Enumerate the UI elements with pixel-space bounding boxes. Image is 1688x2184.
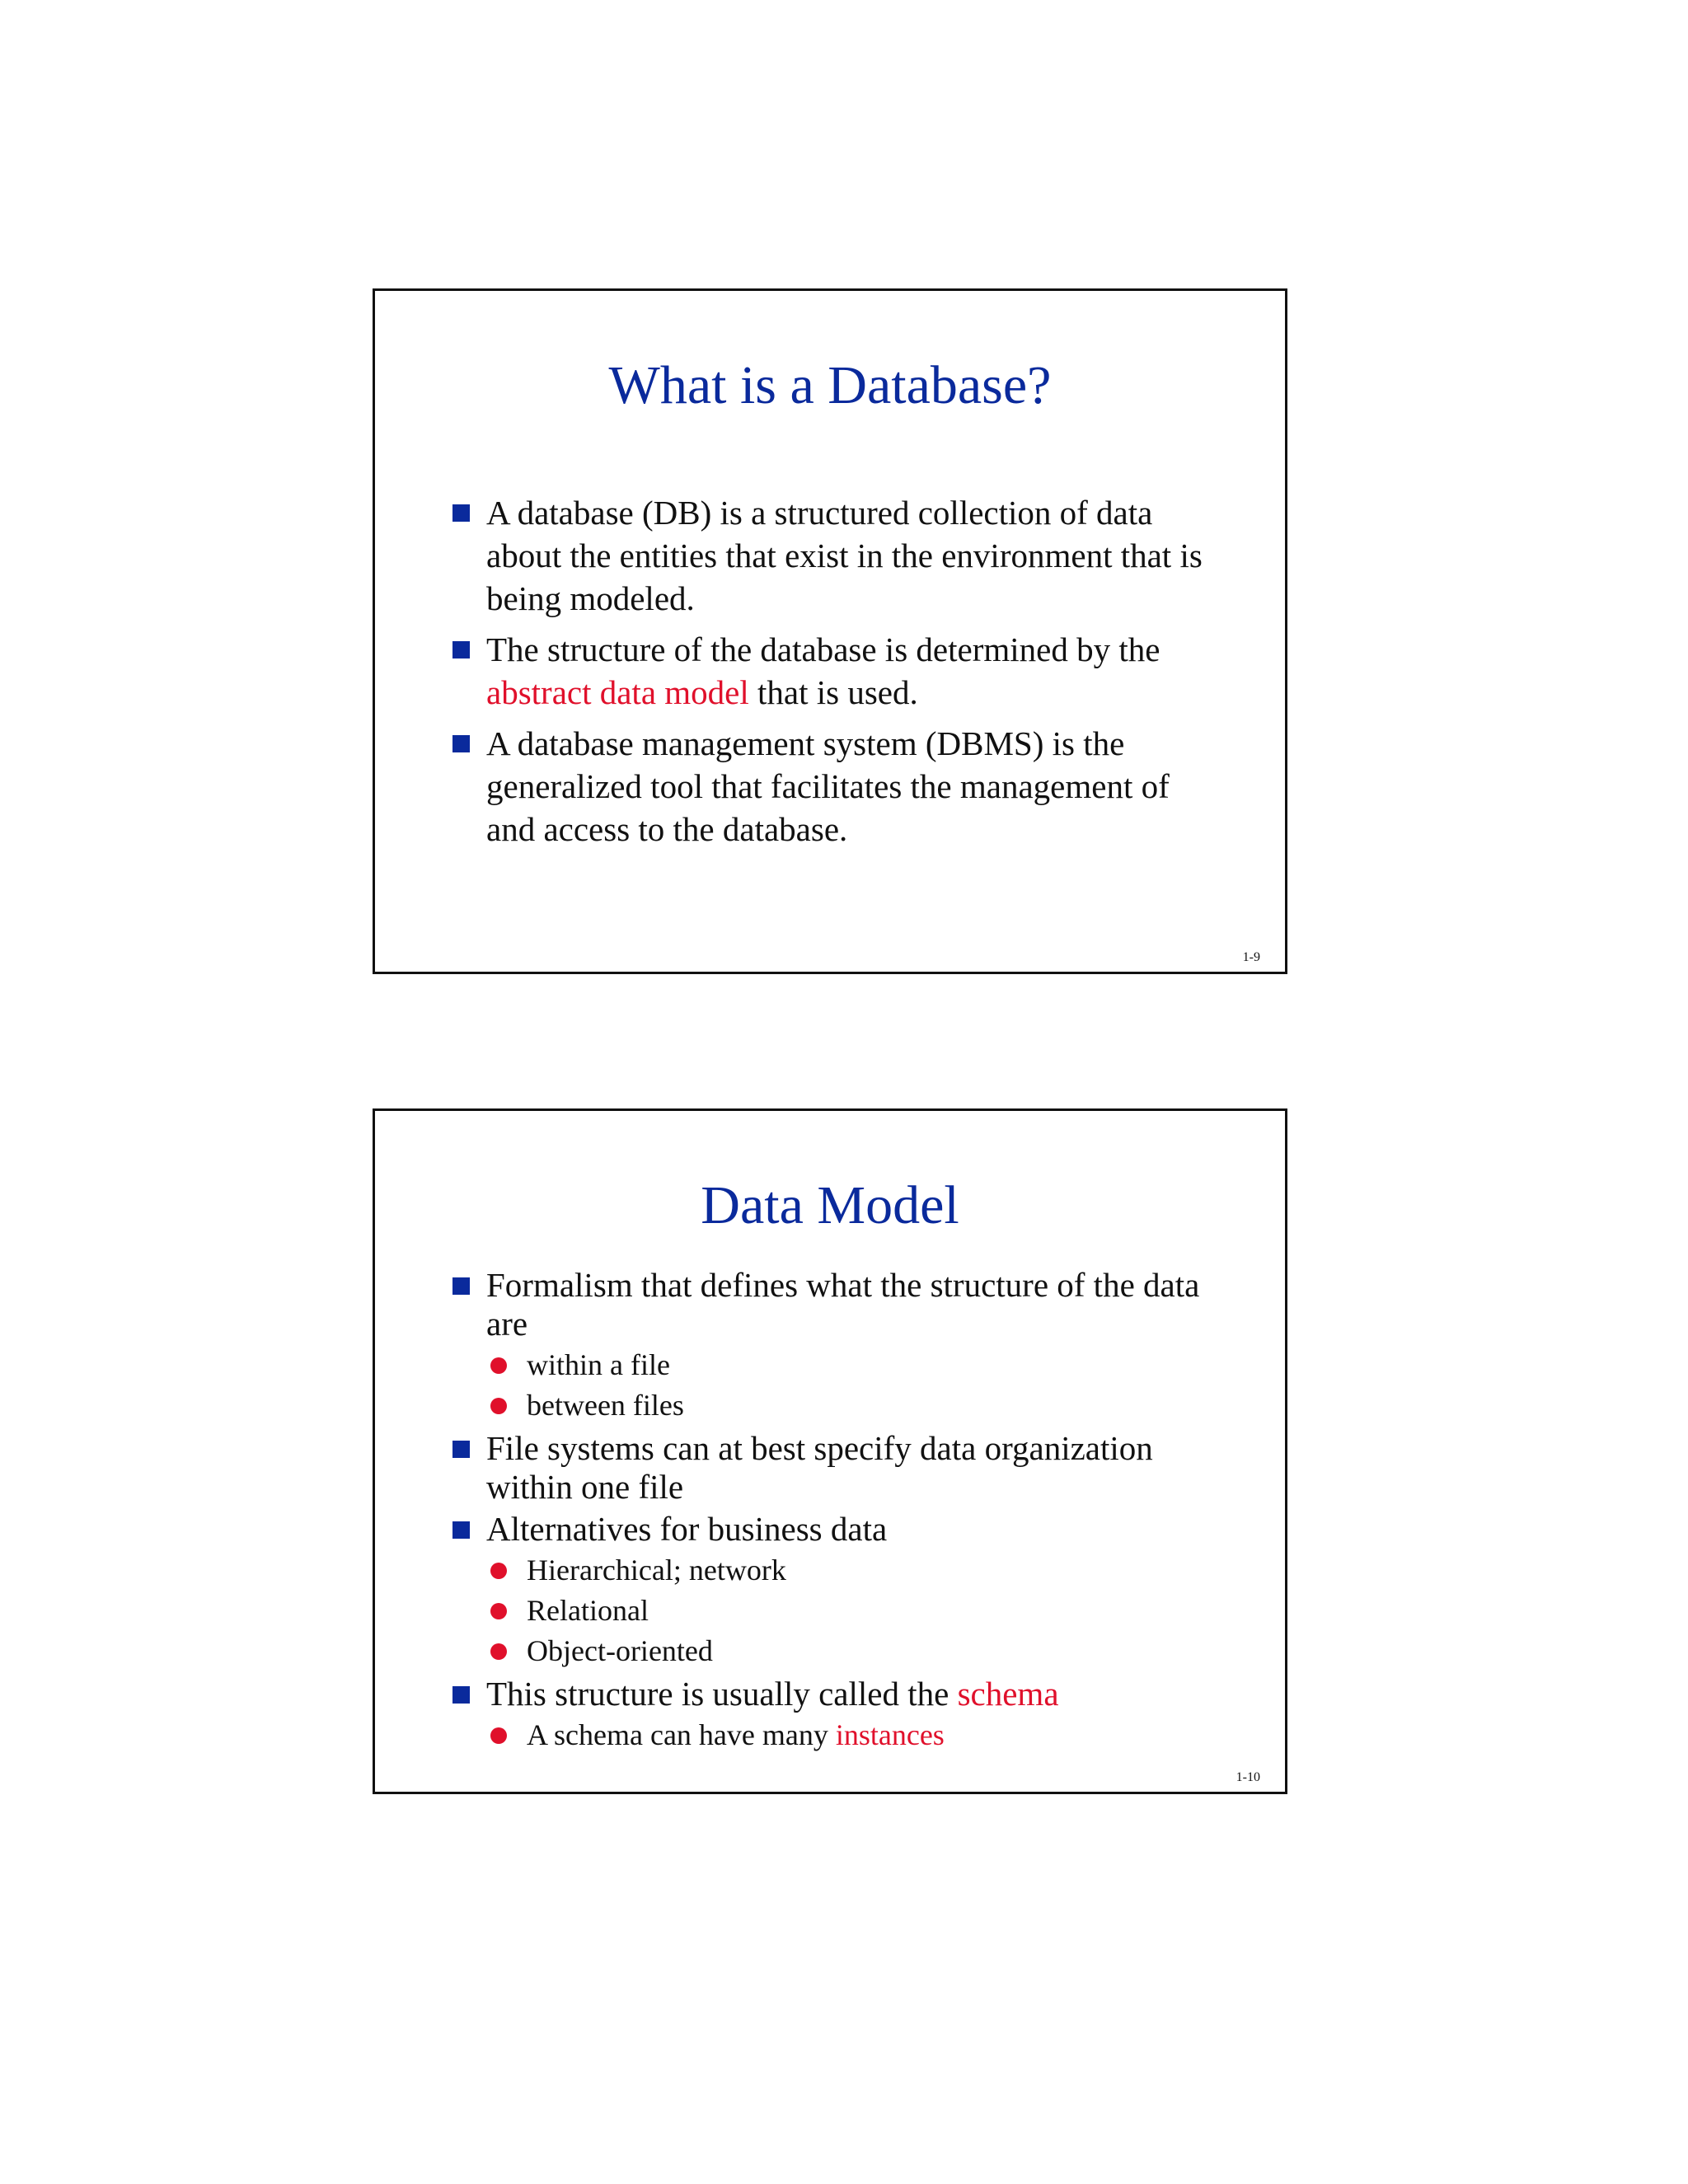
sub-bullet-item [490,1715,1219,1755]
square-bullet-icon [452,641,470,658]
sub-bullet-item [490,1591,1219,1631]
bullet-item [451,1675,1219,1755]
round-bullet-icon [490,1643,507,1660]
sub-bullet-list [486,1345,1219,1426]
sub-bullet-list [486,1550,1219,1671]
round-bullet-icon [490,1727,507,1744]
sub-bullet-text: A schema can have many [527,1718,836,1751]
bullet-text: Alternatives for business data [486,1510,888,1548]
sub-bullet-item [490,1631,1219,1671]
bullet-text: This structure is usually called the [486,1675,958,1713]
sub-bullet-text: Relational [527,1594,649,1627]
bullet-text: The structure of the database is determined by the [486,630,1160,668]
highlight-term: instances [835,1718,945,1751]
bullet-list [451,491,1219,859]
sub-bullet-item [490,1385,1219,1426]
sub-bullet-list [486,1715,1219,1755]
slide-title: Data Model [701,1175,959,1235]
sub-bullet-item [490,1550,1219,1591]
square-bullet-icon [452,1277,470,1295]
bullet-item [451,1510,1219,1671]
bullet-list [451,1266,1219,1759]
highlight-term: abstract data model [486,673,749,711]
bullet-text: A database (DB) is a structured collection of data about the entities that exist in the environment that is being modeled. [486,494,1203,617]
highlight-term: schema [957,1675,1059,1713]
bullet-item [451,1429,1219,1507]
bullet-item [451,722,1219,851]
bullet-item [451,628,1219,714]
bullet-text: Formalism that defines what the structure of the data are [486,1266,1200,1343]
sub-bullet-text: Hierarchical; network [527,1554,786,1586]
round-bullet-icon [490,1603,507,1619]
square-bullet-icon [452,1686,470,1704]
square-bullet-icon [452,1521,470,1539]
square-bullet-icon [452,1441,470,1458]
bullet-text: that is used. [748,673,918,711]
square-bullet-icon [452,735,470,752]
round-bullet-icon [490,1563,507,1579]
sub-bullet-text: between files [527,1389,684,1422]
page-number: 1-9 [1242,950,1260,964]
slide-data-model [373,1108,1287,1794]
sub-bullet-item [490,1345,1219,1385]
slide-title: What is a Database? [608,355,1052,415]
slide-what-is-a-database [373,288,1287,974]
bullet-item [451,1266,1219,1426]
round-bullet-icon [490,1357,507,1374]
round-bullet-icon [490,1398,507,1414]
page-number: 1-10 [1236,1770,1260,1784]
bullet-text: File systems can at best specify data organization within one file [486,1429,1153,1506]
square-bullet-icon [452,504,470,522]
sub-bullet-text: within a file [527,1348,670,1381]
sub-bullet-text: Object-oriented [527,1634,713,1667]
bullet-item [451,491,1219,620]
bullet-text: A database management system (DBMS) is the generalized tool that facilitates the management of and access to the database. [486,724,1170,848]
